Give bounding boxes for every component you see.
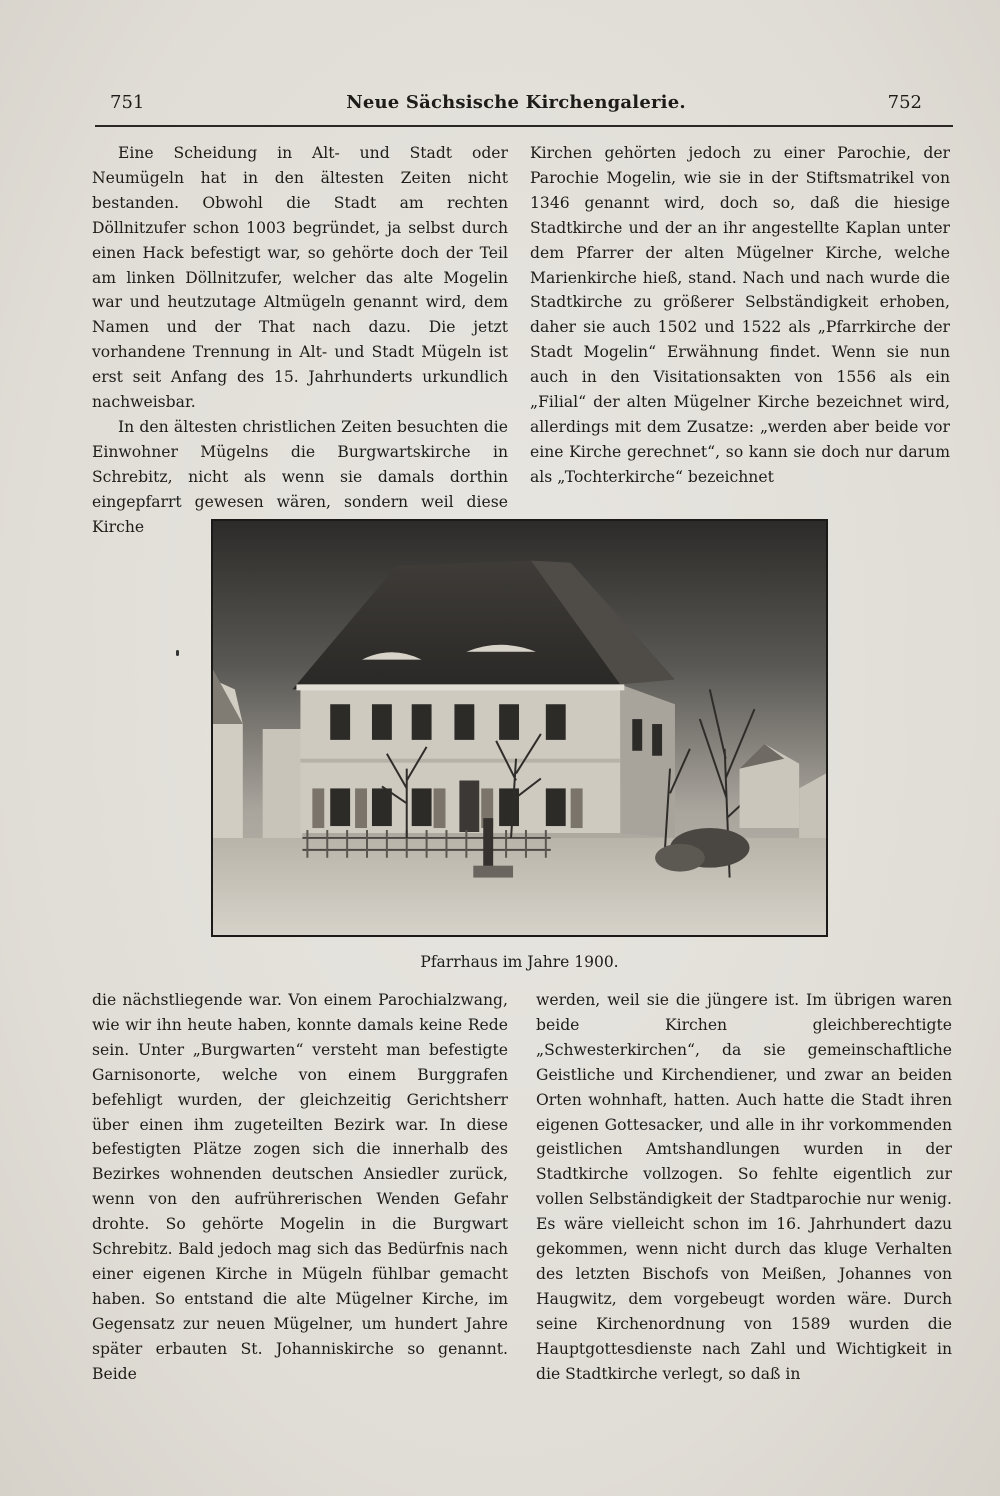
paragraph: Kirchen gehörten jedoch zu einer Parochie, der Parochie Mogelin, wie sie in der Stiftsmatrikel von 1346 genannt wird, doch so, daß die hiesige Stadtkirche und der an ihr angestellte Kaplan unter dem Pfarrer der alten Mügelner Kirche, welche Marienkirche hieß, stand. Nach und nach wurde die Stadtkirche zu größerer Selbständigkeit erhoben, daher sie auch 1502 und 1522 als „Pfarrkirche der Stadt Mogelin“ Erwähnung findet. Wenn sie nun auch in den Visitationsakten von 1556 als ein „Filial“ der alten Mügelner Kirche bezeichnet wird, allerdings mit dem Zusatze: „werden aber beide vor eine Kirche gerechnet“, so kann sie doch nur darum als „Tochterkirche“ bezeichnet xyxy=(530,144,950,486)
paragraph: Eine Scheidung in Alt- und Stadt oder Neumügeln hat in den ältesten Zeiten nicht bestanden. Obwohl die Stadt am rechten Döllnitzufer schon 1003 begründet, ja selbst durch einen Hack befestigt war, so gehörte doch der Teil am linken Döllnitzufer, welcher das alte Mogelin war und heutzutage Altmügeln genannt wird, dem Namen und der That nach dazu. Die jetzt vorhandene Trennung in Alt- und Stadt Mügeln ist erst seit Anfang des 15. Jahrhunderts urkundlich nachweisbar. xyxy=(92,144,508,412)
header-rule xyxy=(95,125,953,127)
running-header xyxy=(110,92,922,122)
column-bottom-right xyxy=(536,988,952,1387)
column-top-right xyxy=(530,141,950,490)
page-number-left: 751 xyxy=(110,92,145,113)
paragraph: die nächstliegende war. Von einem Parochialzwang, wie wir ihn heute haben, konnte damals keine Rede sein. Unter „Burgwarten“ versteht man befestigte Garnisonorte, welche von einem Burggrafen befehligt wurden, der gleichzeitig Gerichtsherr über einen ihm zugeteilten Bezirk war. In diese befestigten Plätze zogen sich die innerhalb des Bezirkes wohnenden deutschen Ansiedler zurück, wenn von den aufrührerischen Wenden Gefahr drohte. So gehörte Mogelin in die Burgwart Schrebitz. Bald jedoch mag sich das Bedürfnis nach einer eigenen Kirche in Mügeln fühlbar gemacht haben. So entstand die alte Mügelner Kirche, im Gegensatz zur neuen Mügelner, um hundert Jahre später erbauten St. Johanniskirche so genannt. Beide xyxy=(92,991,508,1383)
parsonage-photo xyxy=(211,519,828,937)
paragraph: In den ältesten christlichen Zeiten besuchten die Einwohner Mügelns die Burgwartskirche in Schrebitz, nicht als wenn sie damals dorthin eingepfarrt gewesen wären, sondern weil diese Kirche xyxy=(92,417,508,536)
column-bottom-left xyxy=(92,988,508,1387)
parsonage-illustration xyxy=(213,521,826,935)
paragraph: werden, weil sie die jüngere ist. Im übrigen waren beide Kirchen gleichberechtigte „Schwesterkirchen“, da sie gemeinschaftliche Geistliche und Kirchendiener, und zwar an beiden Orten wohnhaft, hatten. Auch hatte die Stadt ihren eigenen Gottesacker, und alle in ihr vorkommenden geistlichen Amtshandlungen wurden in der Stadtkirche vollzogen. So fehlte eigentlich zur vollen Selbständigkeit der Stadtparochie nur wenig. Es wäre vielleicht schon im 16. Jahrhundert dazu gekommen, wenn nicht durch das kluge Verhalten des letzten Bischofs von Meißen, Johannes von Haugwitz, dem vorgebeugt worden wäre. Durch seine Kirchenordnung von 1589 wurden die Hauptgottesdienste nach Zahl und Wichtigkeit in die Stadtkirche verlegt, so daß in xyxy=(536,991,952,1383)
column-top-left xyxy=(92,141,508,540)
ink-speck xyxy=(176,650,179,656)
running-title: Neue Sächsische Kirchengalerie. xyxy=(346,92,686,113)
figure-caption: Pfarrhaus im Jahre 1900. xyxy=(420,953,619,971)
page-number-right: 752 xyxy=(887,92,922,113)
